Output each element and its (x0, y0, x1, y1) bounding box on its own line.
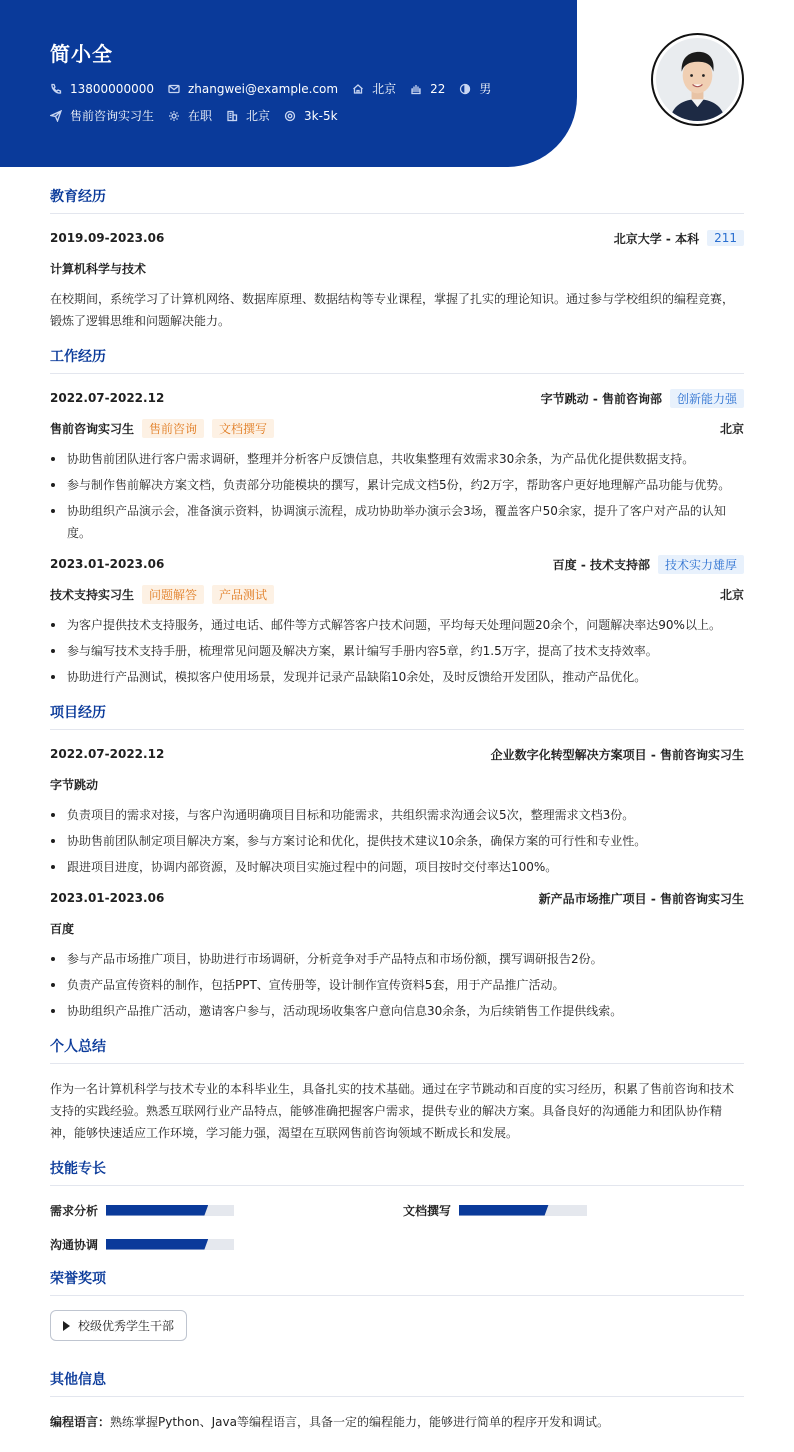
work-bullets (50, 614, 744, 688)
section-title: 工作经历 (50, 346, 744, 374)
home-icon (352, 83, 364, 95)
skill-tag: 售前咨询 (142, 419, 204, 438)
work-role-group (50, 585, 274, 604)
coin-icon (284, 110, 296, 122)
school-tag: 211 (707, 230, 744, 246)
skill-bar-fill (106, 1205, 208, 1216)
salary-item (284, 109, 338, 123)
company-tag: 技术实力雄厚 (658, 555, 744, 574)
skill-bar-fill (106, 1239, 208, 1250)
company-tag: 创新能力强 (670, 389, 744, 408)
position-text: 售前咨询实习生 (70, 109, 155, 123)
work-header-row (50, 388, 744, 408)
resume-header (0, 0, 577, 167)
work-item (50, 554, 744, 688)
work-right (553, 555, 744, 574)
list-item: 协助售前团队进行客户需求调研，整理并分析客户反馈信息，共收集整理有效需求30余条，为产品优化提供数据支持。 (50, 448, 744, 470)
work-date: 2022.07-2022.12 (50, 391, 165, 405)
age-text: 22 (430, 81, 446, 96)
project-item (50, 744, 744, 878)
education-school: 北京大学 - 本科 (613, 231, 700, 246)
section-title: 技能专长 (50, 1158, 744, 1186)
work-right (541, 389, 744, 408)
list-item: 跟进项目进度，协调内部资源，及时解决项目实施过程中的问题，项目按时交付率达100%。 (50, 856, 744, 878)
work-date: 2023.01-2023.06 (50, 557, 165, 571)
section-title: 个人总结 (50, 1036, 744, 1064)
list-item: 协助组织产品演示会，准备演示资料，协调演示流程，成功协助举办演示会3场，覆盖客户50余家，提升了客户对产品的认知度。 (50, 500, 744, 544)
projects-section (50, 702, 744, 1022)
skill-name: 文档撰写 (403, 1203, 452, 1218)
award-toggle[interactable] (50, 1310, 187, 1341)
section-title: 其他信息 (50, 1369, 744, 1397)
work-company: 百度 - 技术支持部 (552, 557, 650, 572)
avatar (656, 38, 739, 121)
project-header-row (50, 744, 744, 764)
work-item (50, 388, 744, 544)
skill-bar (459, 1205, 587, 1216)
education-right (614, 230, 744, 247)
project-name: 新产品市场推广项目 - 售前咨询实习生 (538, 891, 744, 906)
avatar-frame (651, 33, 744, 126)
work-header-row (50, 554, 744, 574)
other-label: 编程语言： (50, 1415, 111, 1429)
section-title: 教育经历 (50, 186, 744, 214)
work-role-row (50, 584, 744, 604)
send-icon (50, 110, 62, 122)
project-name: 企业数字化转型解决方案项目 - 售前咨询实习生 (490, 747, 744, 762)
skill-tag: 文档撰写 (212, 419, 274, 438)
awards-section (50, 1268, 744, 1355)
major-row (50, 258, 744, 278)
list-item: 参与产品市场推广项目，协助进行市场调研，分析竞争对手产品特点和市场份额，撰写调研报告2份。 (50, 948, 744, 970)
gender-icon (459, 83, 471, 95)
work-role-group (50, 419, 274, 438)
phone-icon (50, 83, 62, 95)
project-org: 字节跳动 (50, 777, 99, 792)
home-item (352, 80, 396, 97)
work-company: 字节跳动 - 售前咨询部 (540, 391, 662, 406)
project-bullets (50, 948, 744, 1022)
gender-item (459, 80, 491, 97)
skills-section (50, 1158, 744, 1254)
email-item (168, 82, 338, 96)
city-item (226, 107, 270, 124)
list-item: 参与编写技术支持手册，梳理常见问题及解决方案，累计编写手册内容5章，约1.5万字，提高了技术支持效率。 (50, 640, 744, 662)
skill-item (50, 1234, 403, 1254)
project-org-row (50, 918, 744, 938)
list-item: 负责项目的需求对接，与客户沟通明确项目目标和功能需求，共组织需求沟通会议5次，整理需求文档3份。 (50, 804, 744, 826)
skill-item (50, 1200, 403, 1220)
project-header-row (50, 888, 744, 908)
skill-name: 需求分析 (50, 1203, 99, 1218)
work-bullets (50, 448, 744, 544)
triangle-right-icon (63, 1321, 70, 1331)
status-text: 在职 (188, 109, 213, 123)
project-date: 2022.07-2022.12 (50, 747, 165, 761)
skill-tag: 产品测试 (212, 585, 274, 604)
list-item: 协助售前团队制定项目解决方案，参与方案讨论和优化，提供技术建议10余条，确保方案的可行性和专业性。 (50, 830, 744, 852)
city-text: 北京 (246, 109, 271, 123)
other-text: 熟练掌握Python、Java等编程语言，具备一定的编程能力，能够进行简单的程序开发和调试。 (110, 1415, 609, 1429)
cake-icon (410, 83, 422, 95)
contact-row (50, 80, 505, 97)
work-role-row (50, 418, 744, 438)
list-item: 协助组织产品推广活动，邀请客户参与，活动现场收集客户意向信息30余条，为后续销售工作提供线索。 (50, 1000, 744, 1022)
award-label: 校级优秀学生干部 (78, 1319, 175, 1333)
education-major: 计算机科学与技术 (50, 261, 147, 276)
candidate-name: 简小全 (50, 42, 113, 66)
position-item (50, 107, 154, 124)
project-date: 2023.01-2023.06 (50, 891, 165, 905)
education-desc: 在校期间，系统学习了计算机网络、数据库原理、数据结构等专业课程，掌握了扎实的理论知识。通过参与学校组织的编程竞赛，锻炼了逻辑思维和问题解决能力。 (50, 292, 735, 328)
work-location: 北京 (719, 587, 744, 602)
phone-text: 13800000000 (70, 81, 154, 96)
list-item: 协助进行产品测试，模拟客户使用场景，发现并记录产品缺陷10余处，及时反馈给开发团队，推动产品优化。 (50, 666, 744, 688)
education-date: 2019.09-2023.06 (50, 231, 165, 245)
project-org-row (50, 774, 744, 794)
summary-text: 作为一名计算机科学与技术专业的本科毕业生，具备扎实的技术基础。通过在字节跳动和百度的实习经历，积累了售前咨询和技术支持的实践经验。熟悉互联网行业产品特点，能够准确把握客户需求，提供专业的解决方案。具备良好的沟通能力和团队协作精神，能够快速适应工作环境，学习能力强，渴望在互联网售前咨询领域不断成长和发展。 (50, 1082, 735, 1140)
skill-bar (106, 1239, 234, 1250)
gender-text: 男 (479, 82, 492, 96)
age-item (410, 82, 445, 96)
project-bullets (50, 804, 744, 878)
list-item: 参与制作售前解决方案文档，负责部分功能模块的撰写，累计完成文档5份，约2万字，帮助客户更好地理解产品功能与优势。 (50, 474, 744, 496)
status-item (168, 107, 212, 124)
work-section (50, 346, 744, 688)
section-title: 荣誉奖项 (50, 1268, 744, 1296)
list-item: 负责产品宣传资料的制作，包括PPT、宣传册等，设计制作宣传资料5套，用于产品推广活动。 (50, 974, 744, 996)
resume-body (50, 186, 744, 1447)
mail-icon (168, 83, 180, 95)
phone-item (50, 82, 154, 96)
home-text: 北京 (372, 82, 397, 96)
summary-section (50, 1036, 744, 1144)
salary-text: 3k-5k (304, 108, 338, 123)
skills-grid (50, 1200, 744, 1254)
section-title: 项目经历 (50, 702, 744, 730)
other-line (50, 1411, 744, 1433)
education-section (50, 186, 744, 332)
work-role: 技术支持实习生 (50, 587, 135, 602)
skill-bar-fill (459, 1205, 549, 1216)
skill-bar (106, 1205, 234, 1216)
education-header-row (50, 228, 744, 248)
gear-icon (168, 110, 180, 122)
email-text: zhangwei@example.com (187, 81, 339, 96)
project-org: 百度 (50, 921, 75, 936)
skill-item (403, 1200, 744, 1220)
other-section (50, 1369, 744, 1433)
skill-tag: 问题解答 (142, 585, 204, 604)
skill-name: 沟通协调 (50, 1237, 99, 1252)
list-item: 为客户提供技术支持服务，通过电话、邮件等方式解答客户技术问题，平均每天处理问题20余个，问题解决率达90%以上。 (50, 614, 744, 636)
project-item (50, 888, 744, 1022)
work-location: 北京 (719, 421, 744, 436)
building-icon (226, 110, 238, 122)
job-row (50, 107, 352, 124)
work-role: 售前咨询实习生 (50, 421, 135, 436)
